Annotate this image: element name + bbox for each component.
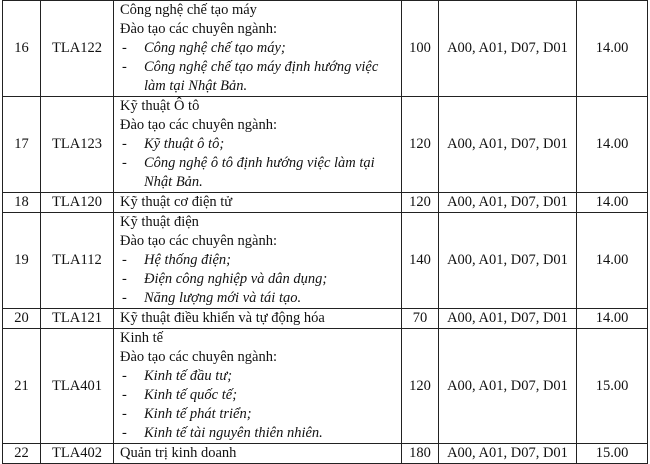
- major-name-cell: [114, 97, 402, 193]
- major-name: Kỹ thuật Ô tô: [120, 98, 200, 114]
- minimum-score: 15.00: [577, 444, 648, 464]
- minimum-score: 14.00: [577, 193, 648, 213]
- admission-table-body: [3, 0, 648, 464]
- specialization-item: - Hệ thống điện;: [120, 251, 397, 270]
- subject-combinations: A00, A01, D07, D01: [439, 193, 577, 213]
- major-code: TLA123: [41, 97, 114, 193]
- table-row: [3, 213, 648, 309]
- major-code: TLA401: [41, 329, 114, 444]
- specialization-item: - Kinh tế phát triển;: [120, 405, 397, 424]
- major-name-cell: [114, 1, 402, 97]
- major-name: Kinh tế: [120, 330, 164, 346]
- specializations-heading: Đào tạo các chuyên ngành:: [120, 117, 278, 133]
- specialization-item: - Kinh tế quốc tế;: [120, 386, 397, 405]
- major-name-cell: [114, 444, 402, 464]
- specialization-item: - Năng lượng mới và tái tạo.: [120, 289, 397, 308]
- specializations-heading: Đào tạo các chuyên ngành:: [120, 349, 278, 365]
- major-code: TLA112: [41, 213, 114, 309]
- quota: 120: [402, 329, 439, 444]
- row-number: 19: [3, 213, 41, 309]
- row-number: 22: [3, 444, 41, 464]
- major-name: Kỹ thuật điện: [120, 214, 199, 230]
- major-code: TLA120: [41, 193, 114, 213]
- table-row: [3, 1, 648, 97]
- subject-combinations: A00, A01, D07, D01: [439, 213, 577, 309]
- table-row: [3, 444, 648, 464]
- minimum-score: 15.00: [577, 329, 648, 444]
- specialization-item: - Công nghệ chế tạo máy định hướng việc làm tại Nhật Bản.: [120, 58, 397, 96]
- specializations-list: [120, 251, 397, 308]
- row-number: 18: [3, 193, 41, 213]
- specialization-item: - Kỹ thuật ô tô;: [120, 135, 397, 154]
- specializations-list: [120, 367, 397, 443]
- minimum-score: 14.00: [577, 1, 648, 97]
- admission-table: [2, 0, 648, 464]
- quota: 100: [402, 1, 439, 97]
- major-code: TLA121: [41, 309, 114, 329]
- specializations-heading: Đào tạo các chuyên ngành:: [120, 21, 278, 37]
- specialization-item: - Kinh tế đầu tư;: [120, 367, 397, 386]
- minimum-score: 14.00: [577, 213, 648, 309]
- subject-combinations: A00, A01, D07, D01: [439, 1, 577, 97]
- major-name-cell: [114, 213, 402, 309]
- row-number: 21: [3, 329, 41, 444]
- quota: 140: [402, 213, 439, 309]
- table-row: [3, 309, 648, 329]
- row-number: 17: [3, 97, 41, 193]
- subject-combinations: A00, A01, D07, D01: [439, 97, 577, 193]
- quota: 70: [402, 309, 439, 329]
- specializations-list: [120, 39, 397, 96]
- table-row: [3, 97, 648, 193]
- quota: 120: [402, 193, 439, 213]
- table-row: [3, 193, 648, 213]
- specializations-list: [120, 135, 397, 192]
- major-code: TLA402: [41, 444, 114, 464]
- major-code: TLA122: [41, 1, 114, 97]
- major-name-cell: [114, 193, 402, 213]
- major-name-cell: [114, 309, 402, 329]
- major-name: Kỹ thuật điều khiển và tự động hóa: [120, 310, 325, 326]
- specialization-item: - Công nghệ ô tô định hướng việc làm tại Nhật Bản.: [120, 154, 397, 192]
- major-name-cell: [114, 329, 402, 444]
- specialization-item: - Kinh tế tài nguyên thiên nhiên.: [120, 424, 397, 443]
- major-name: Công nghệ chế tạo máy: [120, 2, 257, 18]
- subject-combinations: A00, A01, D07, D01: [439, 329, 577, 444]
- specialization-item: - Công nghệ chế tạo máy;: [120, 39, 397, 58]
- table-row: [3, 329, 648, 444]
- minimum-score: 14.00: [577, 97, 648, 193]
- specializations-heading: Đào tạo các chuyên ngành:: [120, 233, 278, 249]
- minimum-score: 14.00: [577, 309, 648, 329]
- subject-combinations: A00, A01, D07, D01: [439, 444, 577, 464]
- specialization-item: - Điện công nghiệp và dân dụng;: [120, 270, 397, 289]
- row-number: 20: [3, 309, 41, 329]
- major-name: Quản trị kinh doanh: [120, 445, 237, 461]
- subject-combinations: A00, A01, D07, D01: [439, 309, 577, 329]
- major-name: Kỹ thuật cơ điện tử: [120, 194, 233, 210]
- row-number: 16: [3, 1, 41, 97]
- quota: 180: [402, 444, 439, 464]
- quota: 120: [402, 97, 439, 193]
